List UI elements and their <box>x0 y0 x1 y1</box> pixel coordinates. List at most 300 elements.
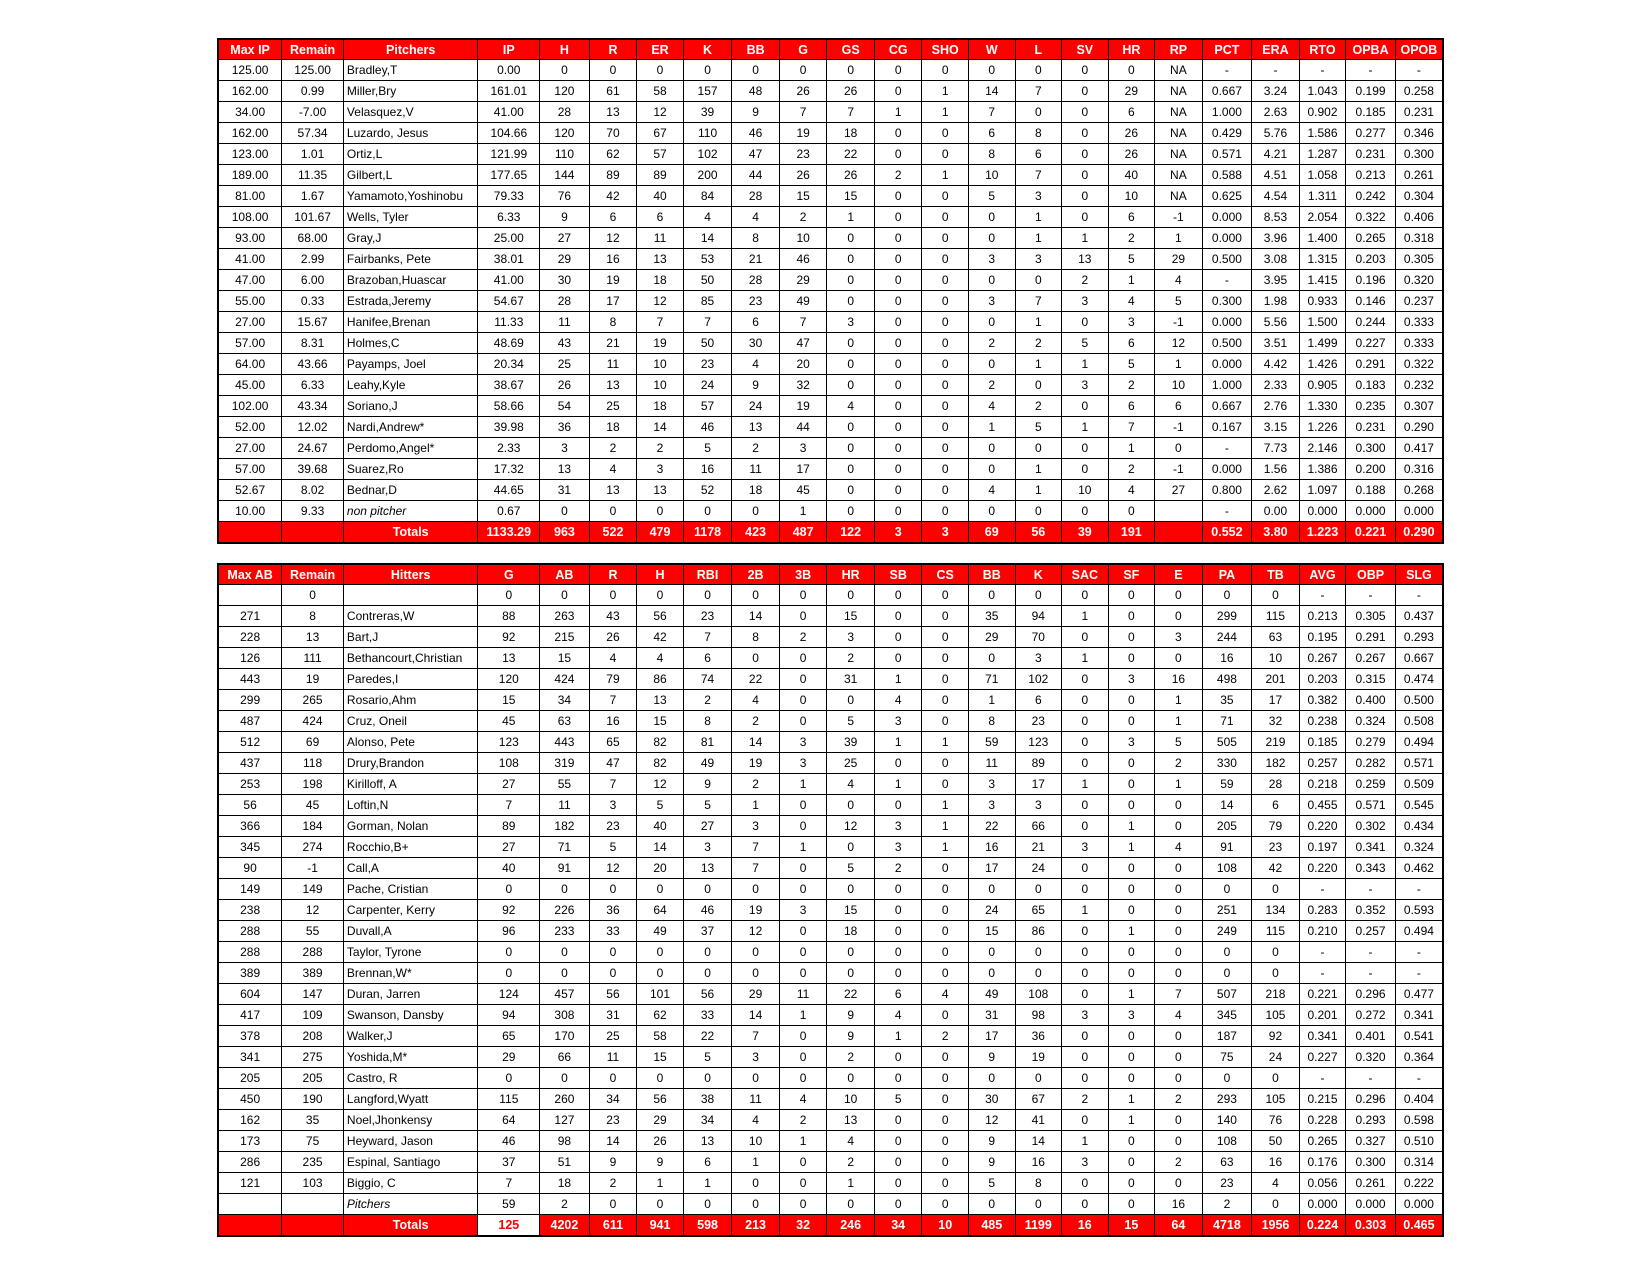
hitting-stat-cell: 0 <box>827 963 875 984</box>
hitting-stat-cell: 4 <box>732 690 780 711</box>
pitching-stat-cell: 0.571 <box>1202 144 1252 165</box>
pitching-header-cell: RTO <box>1299 39 1346 60</box>
hitting-stat-cell: 1 <box>683 1173 732 1194</box>
pitching-stat-cell: -1 <box>1155 459 1203 480</box>
hitting-stat-cell: 126 <box>218 648 282 669</box>
hitting-stat-cell: 0 <box>540 963 590 984</box>
pitching-totals-cell: 39 <box>1062 522 1109 544</box>
table-row <box>218 732 1443 753</box>
hitting-stat-cell: 16 <box>968 837 1015 858</box>
pitching-stat-cell: 4 <box>732 207 780 228</box>
hitting-header-cell: 2B <box>732 564 780 585</box>
pitching-totals-cell: 0.221 <box>1346 522 1396 544</box>
table-row <box>218 1194 1443 1215</box>
pitching-stat-cell: 32 <box>779 375 827 396</box>
hitting-header-cell: R <box>589 564 637 585</box>
hitting-stat-cell: 13 <box>683 1131 732 1152</box>
pitching-stat-cell: 0 <box>922 501 969 522</box>
hitting-stat-cell: 0 <box>922 1131 969 1152</box>
hitting-stat-cell: 0 <box>779 1068 827 1089</box>
pitching-stat-cell: 15.67 <box>282 312 344 333</box>
pitching-stat-cell: 52.00 <box>218 417 282 438</box>
hitting-stat-cell: 0 <box>1108 690 1155 711</box>
hitting-stat-cell: 23 <box>1015 711 1062 732</box>
pitching-totals-cell: 1.223 <box>1299 522 1346 544</box>
hitting-stat-cell: 274 <box>282 837 344 858</box>
pitching-stat-cell: 40 <box>1108 165 1155 186</box>
pitching-stat-cell: 3.08 <box>1252 249 1300 270</box>
hitting-stat-cell: 2 <box>1155 1089 1203 1110</box>
hitting-stat-cell: 0 <box>1155 858 1203 879</box>
pitching-stat-cell: 12 <box>637 102 684 123</box>
hitting-stat-cell: 7 <box>683 627 732 648</box>
hitting-stat-cell: 0 <box>1202 942 1252 963</box>
pitching-stat-cell: 1 <box>827 207 875 228</box>
hitting-stat-cell: 91 <box>540 858 590 879</box>
pitching-stat-cell: 0 <box>922 144 969 165</box>
hitting-stat-cell: - <box>1395 585 1443 606</box>
pitching-stat-cell: NA <box>1155 81 1203 102</box>
hitting-stat-cell: 20 <box>637 858 684 879</box>
hitting-stat-cell: 1 <box>1062 1131 1109 1152</box>
hitting-stat-cell: 205 <box>218 1068 282 1089</box>
table-row <box>218 711 1443 732</box>
hitting-stat-cell: 16 <box>1155 1194 1203 1215</box>
pitching-stat-cell: 26 <box>1108 144 1155 165</box>
hitting-stat-cell: 244 <box>1202 627 1252 648</box>
table-row <box>218 291 1443 312</box>
hitting-stat-cell: 0 <box>874 648 922 669</box>
pitching-stat-cell: 0 <box>1015 438 1062 459</box>
hitting-stat-cell: 0 <box>874 1131 922 1152</box>
table-row <box>218 900 1443 921</box>
hitting-stat-cell: 0 <box>922 1089 969 1110</box>
hitting-stat-cell: 17 <box>968 1026 1015 1047</box>
pitching-name-cell: Ortiz,L <box>343 144 478 165</box>
hitting-stat-cell: 0.257 <box>1346 921 1396 942</box>
hitting-stat-cell: 0 <box>1155 963 1203 984</box>
pitching-stat-cell: 24 <box>732 396 780 417</box>
hitting-stat-cell: 123 <box>478 732 540 753</box>
pitching-stat-cell: 23 <box>732 291 780 312</box>
hitting-stat-cell: 417 <box>218 1005 282 1026</box>
hitting-stat-cell: 0 <box>922 1068 969 1089</box>
pitching-stat-cell: 18 <box>589 417 637 438</box>
pitching-stats-table <box>217 38 1444 544</box>
pitching-stat-cell: 0 <box>968 270 1015 291</box>
hitting-stat-cell: 70 <box>1015 627 1062 648</box>
hitting-stat-cell: 1 <box>922 795 969 816</box>
pitching-stat-cell: 0.237 <box>1395 291 1443 312</box>
hitting-stat-cell: 0 <box>1202 585 1252 606</box>
hitting-stat-cell: 2 <box>827 648 875 669</box>
table-row <box>218 354 1443 375</box>
hitting-stat-cell: 0 <box>779 942 827 963</box>
pitching-stat-cell: 18 <box>637 270 684 291</box>
pitching-stat-cell: 0 <box>922 270 969 291</box>
hitting-stat-cell: 265 <box>282 690 344 711</box>
hitting-stat-cell: 3 <box>1155 627 1203 648</box>
hitting-stat-cell: 13 <box>282 627 344 648</box>
hitting-stat-cell: 92 <box>1252 1026 1300 1047</box>
pitching-stat-cell: 1 <box>968 417 1015 438</box>
pitching-stat-cell: 10 <box>637 375 684 396</box>
pitching-totals-cell: 963 <box>540 522 590 544</box>
pitching-stat-cell: 0.322 <box>1346 207 1396 228</box>
hitting-stat-cell: 86 <box>637 669 684 690</box>
pitching-stat-cell: 0 <box>827 501 875 522</box>
pitching-stat-cell: 0.333 <box>1395 333 1443 354</box>
pitching-stat-cell: 20 <box>779 354 827 375</box>
hitting-stat-cell: 0 <box>968 585 1015 606</box>
pitching-stat-cell: 19 <box>589 270 637 291</box>
hitting-stat-cell: 0 <box>874 879 922 900</box>
hitting-stat-cell: 0.221 <box>1299 984 1346 1005</box>
pitching-stat-cell: 1.043 <box>1299 81 1346 102</box>
pitching-stat-cell: 52 <box>683 480 732 501</box>
hitting-stat-cell: 0 <box>540 1068 590 1089</box>
pitching-stat-cell: NA <box>1155 123 1203 144</box>
pitching-stat-cell: 0 <box>922 417 969 438</box>
hitting-stat-cell: 9 <box>968 1047 1015 1068</box>
pitching-stat-cell: 57 <box>637 144 684 165</box>
hitting-stat-cell: 170 <box>540 1026 590 1047</box>
hitting-stat-cell: 162 <box>218 1110 282 1131</box>
pitching-stat-cell: 10 <box>1062 480 1109 501</box>
table-row <box>218 144 1443 165</box>
hitting-stat-cell: - <box>1346 942 1396 963</box>
hitting-stat-cell: 0.341 <box>1299 1026 1346 1047</box>
hitting-stat-cell: 1 <box>779 1131 827 1152</box>
pitching-stat-cell: 1 <box>1155 354 1203 375</box>
hitting-stat-cell: 8 <box>968 711 1015 732</box>
hitting-stat-cell: 9 <box>827 1005 875 1026</box>
hitting-stat-cell: 0 <box>874 585 922 606</box>
hitting-stat-cell: 56 <box>683 984 732 1005</box>
pitching-stat-cell: 1.400 <box>1299 228 1346 249</box>
hitting-stat-cell: 0.508 <box>1395 711 1443 732</box>
hitting-totals-cell: 213 <box>732 1215 780 1237</box>
pitching-stat-cell: 120 <box>540 123 590 144</box>
hitting-totals-cell: 941 <box>637 1215 684 1237</box>
hitting-stat-cell: 208 <box>282 1026 344 1047</box>
pitching-stat-cell: 2.33 <box>1252 375 1300 396</box>
hitting-stat-cell: 0 <box>478 963 540 984</box>
pitching-stat-cell: 0 <box>874 60 922 81</box>
hitting-stat-cell: 90 <box>218 858 282 879</box>
hitting-stat-cell: 0.203 <box>1299 669 1346 690</box>
pitching-stat-cell: 4 <box>827 396 875 417</box>
hitting-header-cell: G <box>478 564 540 585</box>
pitching-stat-cell: 25 <box>589 396 637 417</box>
pitching-stat-cell: 0 <box>1155 438 1203 459</box>
pitching-stat-cell: 8 <box>968 144 1015 165</box>
pitching-stat-cell: NA <box>1155 186 1203 207</box>
hitting-stat-cell: 3 <box>732 1047 780 1068</box>
pitching-stat-cell: 0 <box>1062 144 1109 165</box>
hitting-stat-cell: 23 <box>589 816 637 837</box>
hitting-stat-cell: 6 <box>683 1152 732 1173</box>
pitching-stat-cell: 0 <box>874 207 922 228</box>
pitching-stat-cell: 102.00 <box>218 396 282 417</box>
pitching-stat-cell: 1.315 <box>1299 249 1346 270</box>
hitting-stat-cell: 34 <box>540 690 590 711</box>
pitching-stat-cell: 0 <box>732 501 780 522</box>
hitting-stat-cell: 424 <box>540 669 590 690</box>
hitting-stat-cell: 226 <box>540 900 590 921</box>
hitting-stat-cell: 3 <box>874 711 922 732</box>
hitting-stat-cell: 0 <box>1252 963 1300 984</box>
hitting-stat-cell: 35 <box>282 1110 344 1131</box>
pitching-stat-cell: 6 <box>1155 396 1203 417</box>
pitching-header-cell: IP <box>478 39 540 60</box>
hitting-stat-cell: 5 <box>827 858 875 879</box>
hitting-stat-cell: 19 <box>732 753 780 774</box>
hitting-stat-cell: 45 <box>478 711 540 732</box>
pitching-stat-cell: 0 <box>874 312 922 333</box>
pitching-stat-cell: 3.15 <box>1252 417 1300 438</box>
hitting-stat-cell: 2 <box>683 690 732 711</box>
pitching-stat-cell: 23 <box>683 354 732 375</box>
table-row <box>218 1110 1443 1131</box>
pitching-header-cell: GS <box>827 39 875 60</box>
pitching-stat-cell: 0.316 <box>1395 459 1443 480</box>
hitting-stat-cell: 0 <box>683 1194 732 1215</box>
pitching-stat-cell: 0 <box>540 60 590 81</box>
pitching-stat-cell: 64.00 <box>218 354 282 375</box>
hitting-stat-cell: 50 <box>1252 1131 1300 1152</box>
pitching-header-cell: OPOB <box>1395 39 1443 60</box>
hitting-stat-cell: 0 <box>779 858 827 879</box>
hitting-stat-cell: 79 <box>589 669 637 690</box>
hitting-stat-cell: 0.210 <box>1299 921 1346 942</box>
pitching-stat-cell: - <box>1299 60 1346 81</box>
hitting-stat-cell: 149 <box>282 879 344 900</box>
hitting-stat-cell: 0 <box>874 1152 922 1173</box>
hitting-stat-cell: 0 <box>874 795 922 816</box>
hitting-stat-cell: 0.455 <box>1299 795 1346 816</box>
hitting-stat-cell: 11 <box>540 795 590 816</box>
pitching-header-cell: W <box>968 39 1015 60</box>
pitching-stat-cell: 0 <box>637 60 684 81</box>
hitting-stat-cell: 293 <box>1202 1089 1252 1110</box>
hitting-stat-cell: 288 <box>218 921 282 942</box>
hitting-stat-cell: 36 <box>1015 1026 1062 1047</box>
hitting-stat-cell: 0.265 <box>1299 1131 1346 1152</box>
hitting-stat-cell: 63 <box>1252 627 1300 648</box>
pitching-stat-cell: 47 <box>779 333 827 354</box>
hitting-stat-cell: 16 <box>1155 669 1203 690</box>
pitching-stat-cell: 0.67 <box>478 501 540 522</box>
pitching-stat-cell: 13 <box>637 249 684 270</box>
hitting-stat-cell: 0 <box>1108 942 1155 963</box>
pitching-stat-cell: 0.000 <box>1395 501 1443 522</box>
pitching-stat-cell: 0 <box>968 312 1015 333</box>
pitching-stat-cell: 0.268 <box>1395 480 1443 501</box>
hitting-stat-cell: 98 <box>1015 1005 1062 1026</box>
hitting-stat-cell: 0.300 <box>1346 1152 1396 1173</box>
pitching-stat-cell: 5 <box>968 186 1015 207</box>
hitting-stat-cell: 0 <box>874 753 922 774</box>
pitching-stat-cell: 8.31 <box>282 333 344 354</box>
pitching-stat-cell: 26 <box>1108 123 1155 144</box>
pitching-stat-cell: 0 <box>922 249 969 270</box>
hitting-stat-cell: 1 <box>874 774 922 795</box>
hitting-stat-cell: 4 <box>874 1005 922 1026</box>
pitching-stat-cell: 1 <box>1108 270 1155 291</box>
hitting-stat-cell: 0 <box>779 1047 827 1068</box>
hitting-stat-cell: 0 <box>478 585 540 606</box>
hitting-stat-cell: 0 <box>1252 879 1300 900</box>
hitting-stat-cell: 0 <box>779 816 827 837</box>
pitching-stat-cell: 7 <box>1015 165 1062 186</box>
pitching-stat-cell: 27 <box>540 228 590 249</box>
pitching-stat-cell: 1 <box>1015 459 1062 480</box>
hitting-header-cell: CS <box>922 564 969 585</box>
pitching-stat-cell: 0.320 <box>1395 270 1443 291</box>
pitching-stat-cell: 0 <box>1062 501 1109 522</box>
hitting-stat-cell: 2 <box>922 1026 969 1047</box>
hitting-stat-cell: 487 <box>218 711 282 732</box>
pitching-stat-cell: 58 <box>637 81 684 102</box>
pitching-stat-cell: 55.00 <box>218 291 282 312</box>
hitting-header-cell: BB <box>968 564 1015 585</box>
hitting-stat-cell: 0 <box>922 942 969 963</box>
table-row <box>218 1089 1443 1110</box>
table-row <box>218 858 1443 879</box>
hitting-stat-cell: 263 <box>540 606 590 627</box>
pitching-stat-cell: 45.00 <box>218 375 282 396</box>
hitting-stat-cell: 0 <box>827 942 875 963</box>
hitting-stat-cell: 46 <box>478 1131 540 1152</box>
hitting-stat-cell: 450 <box>218 1089 282 1110</box>
hitting-totals-cell: 1199 <box>1015 1215 1062 1237</box>
pitching-stat-cell: 5 <box>1108 249 1155 270</box>
hitting-stat-cell: 0.343 <box>1346 858 1396 879</box>
hitting-stat-cell: 18 <box>540 1173 590 1194</box>
pitching-stat-cell: 0.000 <box>1202 354 1252 375</box>
pitching-header-row <box>218 39 1443 60</box>
hitting-stat-cell: 0 <box>827 1068 875 1089</box>
hitting-stat-cell: 102 <box>1015 669 1062 690</box>
hitting-stat-cell: 88 <box>478 606 540 627</box>
hitting-stat-cell: 140 <box>1202 1110 1252 1131</box>
hitting-stat-cell: 0 <box>1108 606 1155 627</box>
hitting-stat-cell: 0 <box>732 963 780 984</box>
hitting-name-cell: Yoshida,M* <box>343 1047 478 1068</box>
hitting-stat-cell: 24 <box>1252 1047 1300 1068</box>
hitting-stat-cell: 0 <box>1155 648 1203 669</box>
pitching-stat-cell <box>1155 501 1203 522</box>
pitching-totals-cell <box>1155 522 1203 544</box>
hitting-stat-cell: 115 <box>1252 921 1300 942</box>
hitting-stat-cell: 17 <box>968 858 1015 879</box>
hitting-stat-cell <box>218 1194 282 1215</box>
pitching-stat-cell: 0 <box>874 186 922 207</box>
hitting-name-cell: Pache, Cristian <box>343 879 478 900</box>
hitting-stat-cell: -1 <box>282 858 344 879</box>
pitching-stat-cell: 0.417 <box>1395 438 1443 459</box>
pitching-stat-cell: 43.66 <box>282 354 344 375</box>
pitching-stat-cell: 0.277 <box>1346 123 1396 144</box>
pitching-stat-cell: 0 <box>1108 60 1155 81</box>
hitting-stat-cell: 71 <box>540 837 590 858</box>
hitting-stat-cell: 37 <box>683 921 732 942</box>
pitching-stat-cell: NA <box>1155 60 1203 81</box>
pitching-stat-cell: 0 <box>1108 501 1155 522</box>
pitching-totals-cell: 3 <box>922 522 969 544</box>
pitching-stat-cell: 0.000 <box>1299 501 1346 522</box>
pitching-stat-cell: 0 <box>827 291 875 312</box>
table-row <box>218 753 1443 774</box>
hitting-stat-cell: 19 <box>732 900 780 921</box>
pitching-stat-cell: 0 <box>1062 207 1109 228</box>
hitting-stat-cell: 6 <box>1252 795 1300 816</box>
hitting-stat-cell: 4 <box>1252 1173 1300 1194</box>
table-row <box>218 249 1443 270</box>
hitting-stat-cell: - <box>1395 879 1443 900</box>
hitting-stat-cell: 0.261 <box>1346 1173 1396 1194</box>
pitching-stat-cell: 0.905 <box>1299 375 1346 396</box>
table-row <box>218 1173 1443 1194</box>
pitching-totals-cell: 1178 <box>683 522 732 544</box>
pitching-stat-cell: 6 <box>1015 144 1062 165</box>
pitching-stat-cell: 2 <box>589 438 637 459</box>
hitting-stat-cell: 11 <box>732 1089 780 1110</box>
hitting-stat-cell: 31 <box>589 1005 637 1026</box>
pitching-header-cell: G <box>779 39 827 60</box>
hitting-stat-cell: 5 <box>637 795 684 816</box>
pitching-stat-cell: 0.244 <box>1346 312 1396 333</box>
pitching-stat-cell: 48 <box>732 81 780 102</box>
pitching-stat-cell: 3 <box>637 459 684 480</box>
hitting-stat-cell: 0 <box>874 942 922 963</box>
pitching-totals-cell <box>282 522 344 544</box>
hitting-stat-cell: 182 <box>540 816 590 837</box>
hitting-stat-cell: 0 <box>1062 921 1109 942</box>
hitting-name-cell: Cruz, Oneil <box>343 711 478 732</box>
hitting-stat-cell: 108 <box>478 753 540 774</box>
hitting-stat-cell: 47 <box>589 753 637 774</box>
pitching-stat-cell: 3 <box>968 291 1015 312</box>
pitching-name-cell: Leahy,Kyle <box>343 375 478 396</box>
pitching-stat-cell: 0 <box>827 459 875 480</box>
hitting-stat-cell: 0 <box>779 648 827 669</box>
pitching-stat-cell: 1 <box>1015 228 1062 249</box>
pitching-stat-cell: 10 <box>968 165 1015 186</box>
pitching-stat-cell: 177.65 <box>478 165 540 186</box>
pitching-stat-cell: 2.33 <box>478 438 540 459</box>
pitching-stat-cell: 7 <box>779 312 827 333</box>
hitting-stat-cell: 1 <box>1062 774 1109 795</box>
pitching-name-cell: Estrada,Jeremy <box>343 291 478 312</box>
pitching-stat-cell: 0 <box>1015 375 1062 396</box>
hitting-stat-cell: 24 <box>1015 858 1062 879</box>
hitting-name-cell: Duran, Jarren <box>343 984 478 1005</box>
hitting-stat-cell: 0.291 <box>1346 627 1396 648</box>
hitting-stat-cell: 7 <box>1155 984 1203 1005</box>
hitting-stat-cell: 105 <box>1252 1089 1300 1110</box>
hitting-totals-cell: 485 <box>968 1215 1015 1237</box>
hitting-stat-cell: 0.341 <box>1346 837 1396 858</box>
pitching-stat-cell: 29 <box>1108 81 1155 102</box>
pitching-name-cell: Luzardo, Jesus <box>343 123 478 144</box>
hitting-stat-cell: 251 <box>1202 900 1252 921</box>
hitting-totals-cell: 10 <box>922 1215 969 1237</box>
hitting-stat-cell: 0 <box>827 585 875 606</box>
pitching-stat-cell: 0.500 <box>1202 249 1252 270</box>
hitting-stat-cell: 12 <box>732 921 780 942</box>
